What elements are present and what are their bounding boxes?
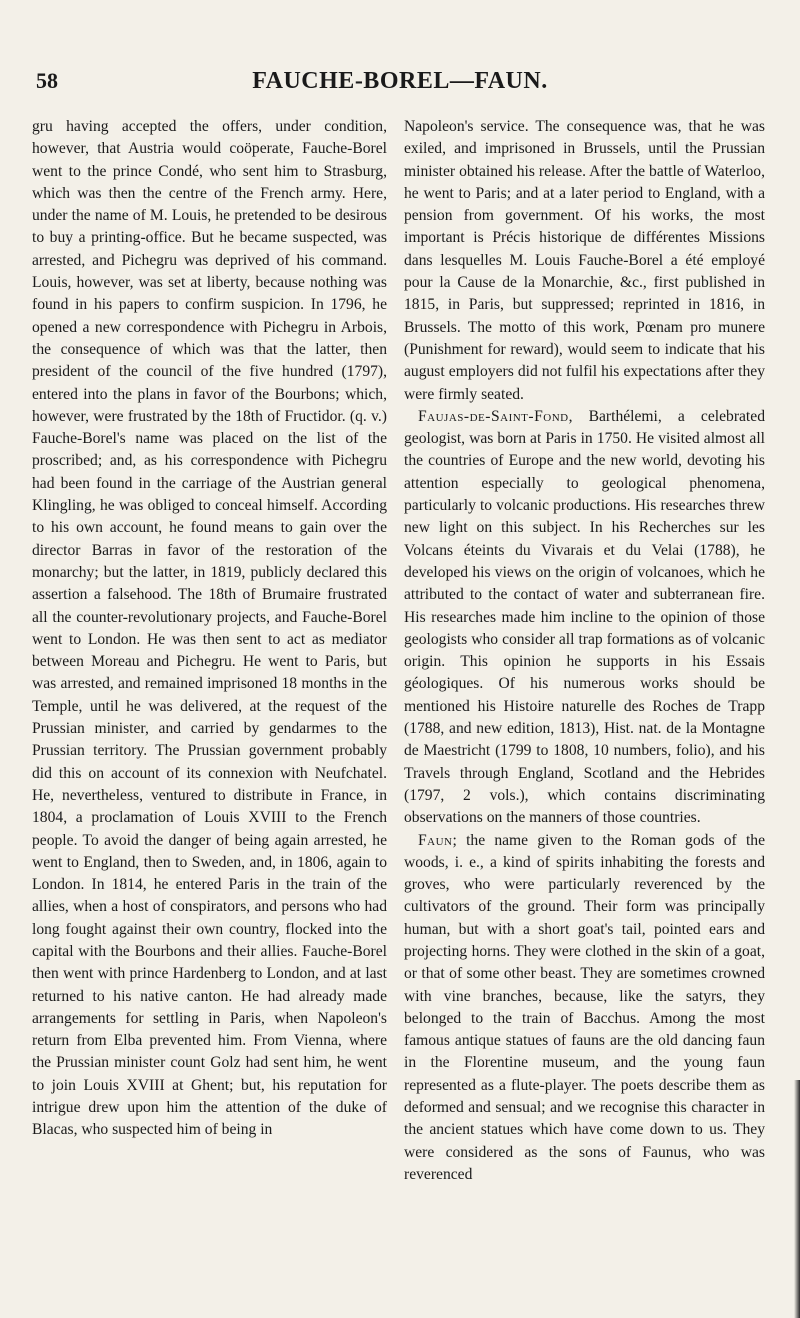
entry-faujas-de-saint-fond — [404, 406, 765, 830]
entry-text: , Barthélemi, a celebrated geologist, was born at Paris in 1750. He visited almost all the countries of Europe and the new world, devoting his attention especially to geological phenomena, particularly to volcanic productions. His researches threw new light on this subject. In his Recherches sur les Volcans éteints du Vivarais et du Velai (1788), he developed his views on the origin of volcanoes, which he attributed to the contact of water and subterranean fire. His researches made him incline to the opinion of those geologists who consider all trap formations as of volcanic origin. This opinion he supports in his Essais géologiques. Of his numerous works should be mentioned his Histoire naturelle des Roches de Trapp (1788, and new edition, 1813), Hist. nat. de la Montagne de Maestricht (1799 to 1808, 10 numbers, folio), and his Travels through England, Scotland and the Hebrides (1797, 2 vols.), which contains discriminating observations on the manners of those countries. — [404, 407, 765, 827]
running-head: FAUCHE-BOREL—FAUN. — [252, 68, 548, 94]
entry-headword: Faun — [418, 831, 453, 849]
page-edge-shadow — [794, 1080, 800, 1318]
page-header — [36, 64, 764, 104]
page-number: 58 — [36, 68, 58, 93]
entry-headword: Faujas-de-Saint-Fond — [418, 407, 569, 425]
paragraph-fauche-borel-continued: gru having accepted the offers, under condition, however, that Austria would coöperate, Fauche-Borel went to the prince Condé, who sent him to Strasburg, which was then the centre of the French army. Here, under the name of M. Louis, he pretended to be desirous to buy a printing-office. But he became suspected, was arrested, and Pichegru was deprived of his command. Louis, however, was set at liberty, because nothing was found in his papers to confirm suspicion. In 1796, he opened a new correspondence with Pichegru in Arbois, the consequence of which was that the latter, then president of the council of the five hundred (1797), entered into the plans in favor of the Bourbons; which, however, were frustrated by the 18th of Fructidor. (q. v.) Fauche-Borel's name was placed on the list of the proscribed; and, as his correspondence with Pichegru had been found in the carriage of the Austrian general Klingling, he was obliged to conceal himself. According to his own account, he found means to gain over the director Barras in favor of the restoration of the monarchy; but the latter, in 1819, publicly declared this assertion a falsehood. The 18th of Brumaire frustrated all the counter-revolutionary projects, and Fauche-Borel went to London. He was then sent to act as mediator between Moreau and Pichegru. He went to Paris, but was arrested, and remained imprisoned 18 months in the Temple, until he was delivered, at the request of the Prussian minister, and carried by gendarmes to the Prussian territory. The Prussian government probably did this on account of its connexion with Neufchatel. He, nevertheless, ventured to distribute in France, in 1804, a proclamation of Louis XVIII to the French people. To avoid the danger of being again arrested, he went to England, then to Sweden, and, in 1806, again to London. In 1814, he entered Paris in the train of the allies, when a host of conspirators, and persons who had long fought against their own country, flocked into the capital with the Bourbons and their allies. Fauche-Borel then went with prince Hardenberg to London, and at last returned to his native canton. He had already made arrangements for settling in Paris, when Napoleon's return from Elba prevented him. From Vienna, where the Prussian minister count Golz had sent him, he went to join Louis XVIII at Ghent; but, his reputation for intrigue drew upon him the attention of the duke of Blacas, who suspected him of being in — [32, 118, 387, 1139]
right-column — [404, 116, 765, 1186]
entry-faun — [404, 830, 765, 1187]
paragraph-fauche-borel-end: Napoleon's service. The consequence was, that he was exiled, and imprisoned in Brussels, until the Prussian minister obtained his release. After the battle of Waterloo, he went to Paris; and at a later period to England, with a pension from government. Of his works, the most important is Précis historique de différentes Missions dans lesquelles M. Louis Fauche-Borel a été employé pour la Cause de la Monarchie, &c., first published in 1815, in Paris, but suppressed; reprinted in 1816, in Brussels. The motto of this work, Pœnam pro munere (Punishment for reward), would seem to indicate that his august employers did not fulfil his expectations after they were firmly seated. — [404, 118, 765, 403]
left-column — [32, 116, 387, 1142]
entry-text: ; the name given to the Roman gods of the woods, i. e., a kind of spirits inhabiting the forests and groves, who were particularly reverenced by the cultivators of the ground. Their form was principally human, but with a short goat's tail, pointed ears and projecting horns. They were clothed in the skin of a goat, or that of some other beast. They are sometimes crowned with vine branches, because, like the satyrs, they belonged to the train of Bacchus. Among the most famous antique statues of fauns are the old dancing faun in the Florentine museum, and the young faun represented as a flute-player. The poets describe them as deformed and sensual; and we recognise this character in the ancient statues which have come down to us. They were considered as the sons of Faunus, who was reverenced — [404, 831, 765, 1183]
